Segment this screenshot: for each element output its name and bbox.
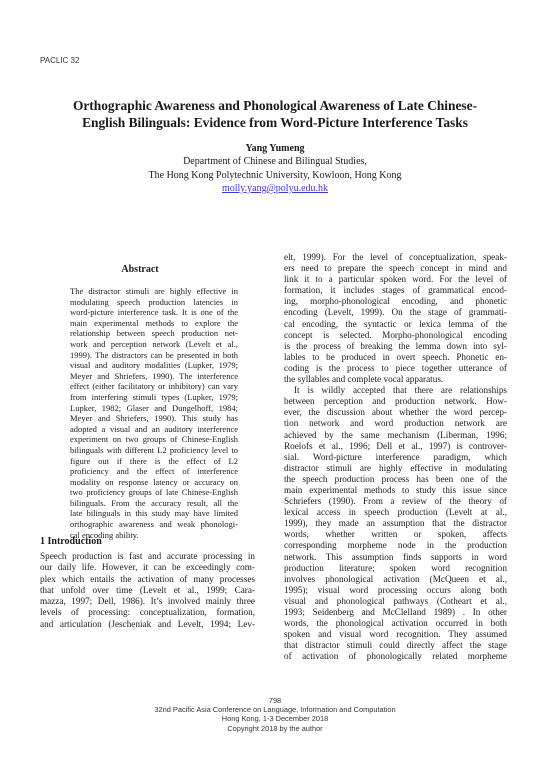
right-column-line: elt, 1999). For the level of conceptualization, speak- — [284, 252, 507, 262]
abstract-line: experiment on two groups of Chinese-English — [70, 434, 238, 445]
right-column-line: sial. Word-picture interference paradigm, which — [284, 451, 507, 462]
right-column-line: between perception and production network. How- — [284, 396, 507, 407]
right-column-line: the syllables and complete vocal apparatus. — [284, 374, 444, 385]
abstract-line: modality on response latency or accuracy on — [70, 476, 238, 487]
right-column-line: ing, morpho-phonological encoding, and phonetic — [284, 296, 507, 307]
right-column-line: network. This assumption finds supports in word — [284, 551, 507, 562]
right-column-line: cal encoding, the syntactic or lexica lemma of the — [284, 318, 507, 329]
right-column-line: formation, it includes stages of grammatical encod- — [284, 285, 507, 296]
paper-title — [40, 97, 510, 131]
abstract-line: proficiency and the effect of interference — [70, 466, 238, 477]
right-column-line: corresponding morpheme node in the production — [284, 540, 507, 551]
page-footer — [40, 696, 510, 733]
right-column-line: of activation of phonologically related morpheme — [284, 651, 507, 662]
right-column-line: that distractor stimuli could directly affect the stage — [284, 640, 507, 651]
introduction-line: levels of processing: conceptualization, formation, — [40, 607, 255, 618]
abstract-line: relationship between speech production net- — [70, 328, 238, 339]
abstract-line: The distractor stimuli are highly effective in — [70, 286, 238, 296]
right-column-line: Schriefers (1990). From a review of the theory of — [284, 496, 507, 507]
abstract-line: two proficiency groups of late Chinese-English — [70, 487, 238, 498]
right-column-line: concept is selected. Morpho-phonological encoding — [284, 329, 507, 340]
abstract-line: bilinguals. From the accuracy result, all the — [70, 497, 238, 508]
introduction-line: and articulation (Jescheniak and Levelt, 1994; Lev- — [40, 618, 255, 629]
right-column-line: the speech production process has been one of the — [284, 473, 507, 484]
abstract-line: Meyer and Shriefers, 1990). This study has — [70, 413, 238, 424]
page-number: 798 — [268, 696, 282, 705]
right-column-line: words, the phonological activation occurred in both — [284, 618, 507, 629]
abstract-line: Lupker, 1982; Glaser and Dungelhoff, 1984; — [70, 402, 238, 413]
right-column-line: 1999), they made an assumption that the distractor — [284, 518, 507, 529]
abstract-line: main experimental methods to explore the — [70, 317, 238, 328]
abstract-line: Meyer and Shriefers, 1990). The interference — [70, 370, 238, 381]
title-line-2: English Bilinguals: Evidence from Word-Picture Interference Tasks — [82, 115, 468, 130]
right-column-line: encoding (Levelt, 1999). On the stage of grammati- — [284, 307, 507, 318]
right-column-line: involves phonological activation (McQueen et al., — [284, 573, 507, 584]
abstract-line: orthographic awareness and weak phonologi- — [70, 519, 238, 530]
right-column-line: distractor stimuli are highly effective in modulating — [284, 462, 507, 473]
introduction-body — [40, 551, 255, 630]
author-name: Yang Yumeng — [245, 143, 305, 154]
right-column-line: link it to a particular spoken word. For the level of — [284, 274, 507, 285]
abstract-line: figure out if there is the effect of L2 — [70, 455, 238, 466]
abstract-line: effect (either facilitatory or inhibitory) can vary — [70, 381, 238, 392]
right-column-line: coding is the process to piece together utterance of — [284, 362, 507, 373]
introduction-line: mazza, 1997; Dell, 1986). It’s involved mainly three — [40, 596, 255, 607]
right-column-line: visual and phonological pathways (Cotheart et al., — [284, 595, 507, 606]
right-column-line: is the process of breaking the lemma down into syl- — [284, 340, 507, 351]
abstract-line: visual and auditory modalities (Lupker, 1979; — [70, 360, 238, 371]
right-column-line: main experimental methods to study this issue since — [284, 484, 507, 495]
author-university: The Hong Kong Polytechnic University, Kowloon, Hong Kong — [148, 169, 402, 181]
abstract-line: bilinguals with different L2 proficiency level to — [70, 444, 238, 455]
abstract-line: word-picture interference task. It is one of the — [70, 307, 238, 318]
right-column-line: production literature; spoken word recognition — [284, 562, 507, 573]
conference-name: 32nd Pacific Asia Conference on Language, Information and Computation — [154, 705, 396, 715]
abstract-line: modulating speech production latencies in — [70, 296, 238, 307]
author-email-link[interactable]: molly.yang@polyu.edu.hk — [221, 182, 329, 194]
right-column-line: tion network and word production network are — [284, 418, 507, 429]
right-column-line: lables to be produced in overt speech. Phonetic en- — [284, 351, 507, 362]
introduction-line: Speech production is fast and accurate processing in — [40, 551, 255, 561]
abstract-heading: Abstract — [121, 264, 159, 275]
title-line-1: Orthographic Awareness and Phonological Awareness of Late Chinese- — [72, 98, 478, 113]
abstract-body — [70, 286, 238, 540]
right-column-line: ever, the discussion about whether the word percep- — [284, 407, 507, 418]
right-column-line: ers need to prepare the speech concept in mind and — [284, 263, 507, 274]
right-column-body — [284, 252, 507, 662]
right-column-line: 1993; Seidenberg and McClelland 1989) . In other — [284, 607, 507, 617]
conference-place-date: Hong Kong, 1-3 December 2018 — [221, 714, 329, 724]
right-column-line: lexical access in speech production (Levelt at al., — [284, 507, 507, 518]
abstract-line: 1999). The distractors can be presented in both — [70, 349, 238, 360]
introduction-line: plex which entails the activation of many processes — [40, 573, 255, 584]
right-column-line: 1995); visual word processing occurs along both — [284, 584, 507, 595]
section-heading-introduction: 1 Introduction — [40, 536, 102, 547]
introduction-line: our daily life. However, it can be exceedingly com- — [40, 562, 255, 573]
abstract-line: late bilinguals in this study may have limited — [70, 508, 238, 519]
author-block — [40, 142, 510, 195]
running-header: PACLIC 32 — [40, 56, 80, 65]
abstract-line: work and perception network (Levelt et al., — [70, 338, 238, 349]
right-column-line: words, whether written or spoken, affects — [284, 529, 507, 540]
right-column-line: achieved by the same mechanism (Liberman, 1996; — [284, 429, 507, 440]
abstract-line: cal encoding ability. — [70, 529, 139, 540]
copyright-notice: Copyright 2018 by the author — [227, 723, 323, 733]
introduction-line: that unfold over time (Levelt et al., 1999; Cara- — [40, 584, 255, 595]
right-column-line: spoken and visual word recognition. They assumed — [284, 629, 507, 640]
abstract-line: from interfering stimuli types (Lupker, 1979; — [70, 391, 238, 402]
author-department: Department of Chinese and Bilingual Studies, — [183, 156, 367, 168]
right-column-line: Roelofs et al., 1996; Dell et al., 1997) is controver- — [284, 440, 507, 451]
right-column-line: It is wildly accepted that there are relationships — [294, 385, 507, 396]
abstract-line: adopted a visual and an auditory interference — [70, 423, 238, 434]
